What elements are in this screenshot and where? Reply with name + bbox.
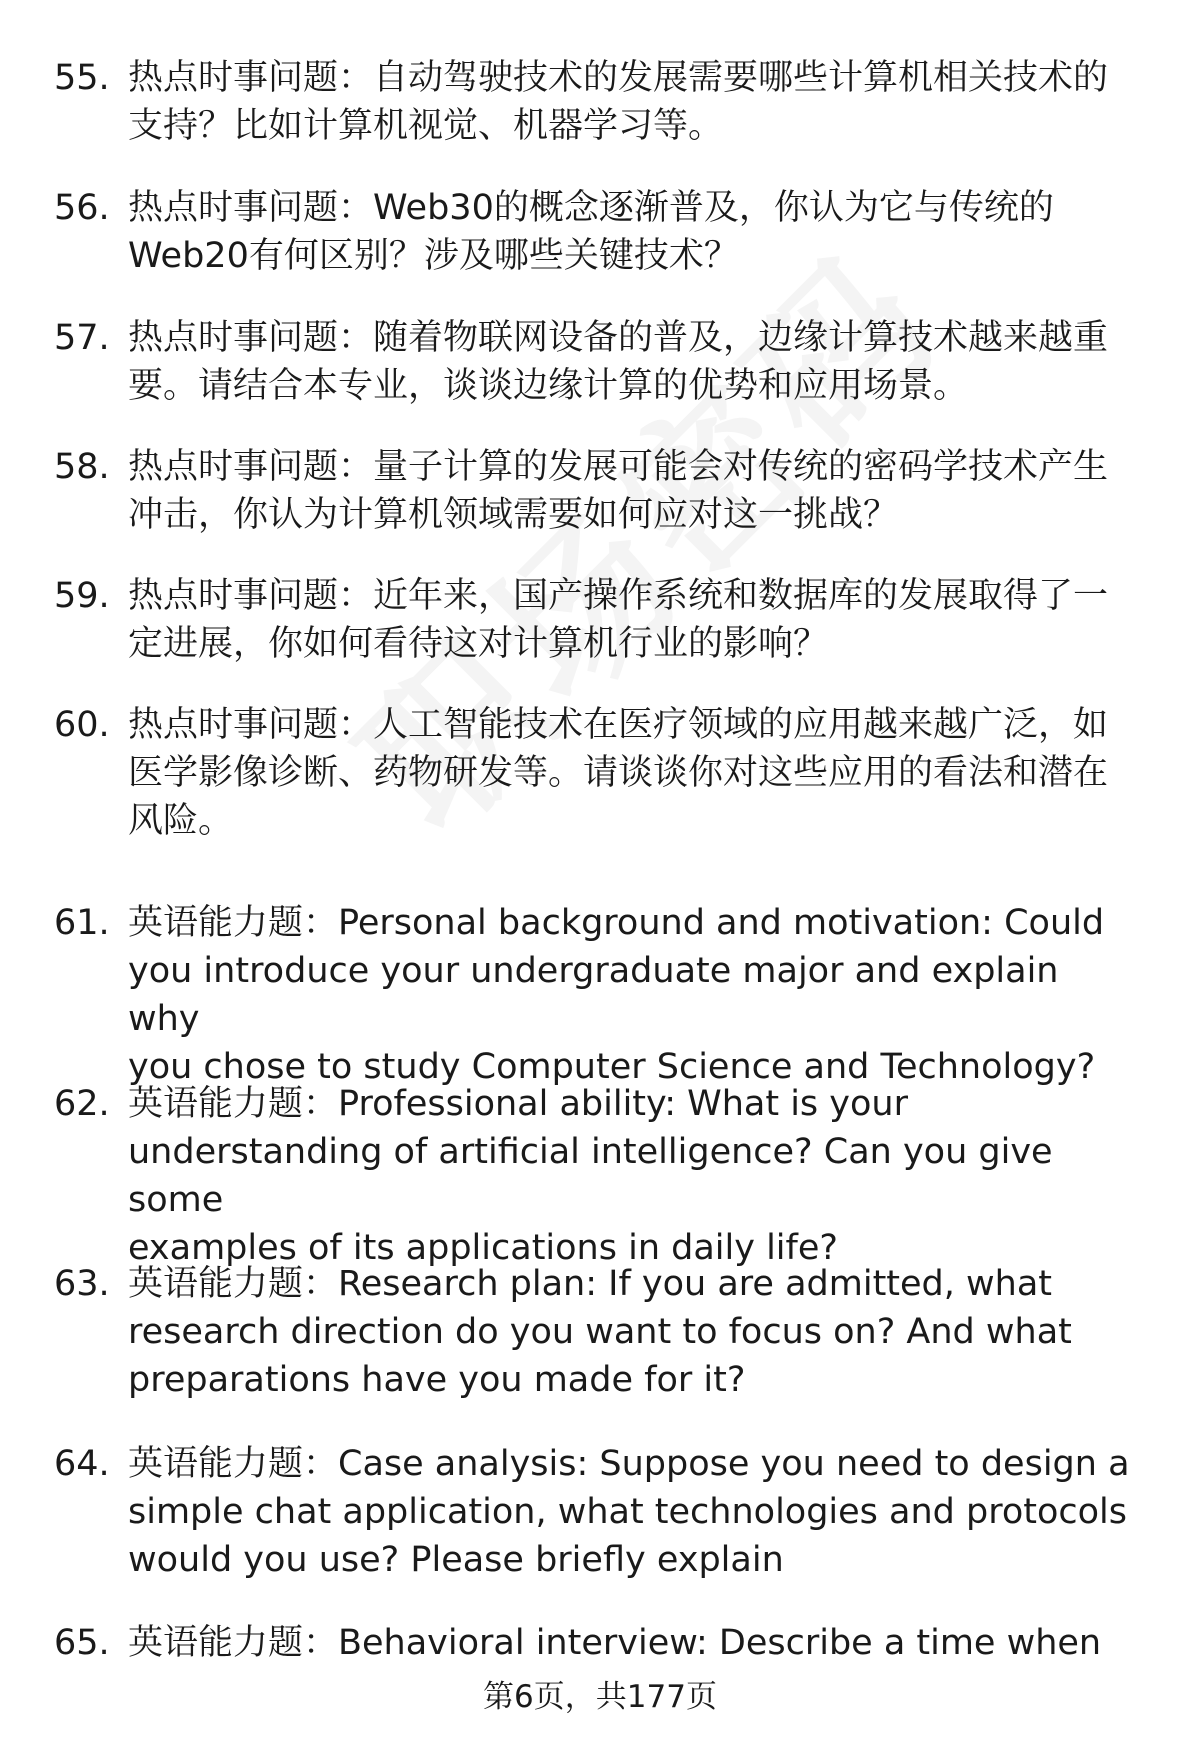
question-text: 英语能力题：Personal background and motivation: Could you introduce your undergraduate major and explain why you chose to study Computer Science and Technology? [128, 903, 1105, 1087]
question-number: 56. [54, 188, 110, 228]
question-text: 热点时事问题：人工智能技术在医疗领域的应用越来越广泛，如 医学影像诊断、药物研发等。请谈谈你对这些应用的看法和潜在 风险。 [128, 705, 1109, 841]
question-number: 62. [54, 1084, 110, 1124]
page-footer: 第6页，共177页 [483, 1679, 717, 1715]
question-text: 热点时事问题：自动驾驶技术的发展需要哪些计算机相关技术的 支持？比如计算机视觉、机器学习等。 [128, 58, 1109, 146]
question-number: 57. [54, 318, 110, 358]
question-text: 热点时事问题：随着物联网设备的普及，边缘计算技术越来越重 要。请结合本专业，谈谈边缘计算的优势和应用场景。 [128, 318, 1109, 406]
question-text: 英语能力题：Case analysis: Suppose you need to design a simple chat application, what technologies and protocols would you use? Please briefly explain [128, 1444, 1130, 1580]
question-number: 60. [54, 705, 110, 745]
question-number: 63. [54, 1264, 110, 1304]
question-number: 65. [54, 1623, 110, 1663]
question-number: 61. [54, 903, 110, 943]
question-text: 热点时事问题：Web30的概念逐渐普及，你认为它与传统的 Web20有何区别？涉及哪些关键技术？ [128, 188, 1054, 276]
question-text: 英语能力题：Behavioral interview: Describe a time when [128, 1623, 1102, 1663]
question-text: 英语能力题：Professional ability: What is your understanding of artificial intelligence? Can you give some examples of its applications in daily life? [128, 1084, 1053, 1268]
question-number: 55. [54, 58, 110, 98]
question-text: 热点时事问题：量子计算的发展可能会对传统的密码学技术产生 冲击，你认为计算机领域需要如何应对这一挑战？ [128, 447, 1109, 535]
question-number: 59. [54, 576, 110, 616]
question-text: 热点时事问题：近年来，国产操作系统和数据库的发展取得了一 定进展，你如何看待这对计算机行业的影响？ [128, 576, 1109, 664]
question-text: 英语能力题：Research plan: If you are admitted, what research direction do you want to focus on? And what preparations have you made for it? [128, 1264, 1072, 1400]
question-number: 64. [54, 1444, 110, 1484]
question-number: 58. [54, 447, 110, 487]
